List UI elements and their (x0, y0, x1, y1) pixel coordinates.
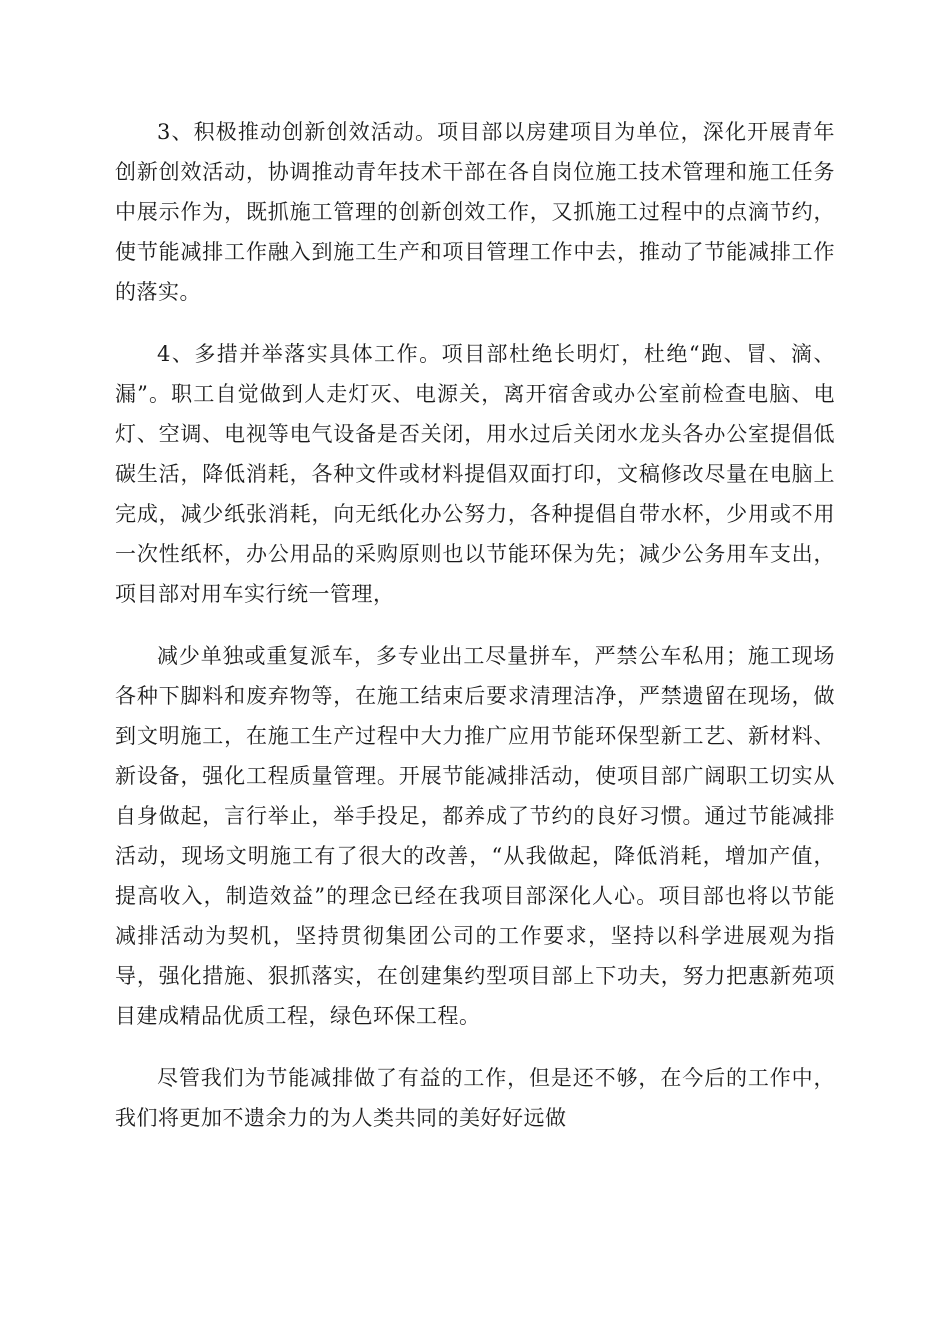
paragraph-item-3: 3、积极推动创新创效活动。项目部以房建项目为单位，深化开展青年创新创效活动，协调推动青年技术干部在各自岗位施工技术管理和施工任务中展示作为，既抓施工管理的创新创效工作，又抓施工过程中的点滴节约，使节能减排工作融入到施工生产和项目管理工作中去，推动了节能减排工作的落实。 (115, 120, 835, 304)
paragraph-closing: 尽管我们为节能减排做了有益的工作，但是还不够，在今后的工作中，我们将更加不遗余力的为人类共同的美好好远做 (115, 1066, 835, 1130)
paragraph-continuation: 减少单独或重复派车，多专业出工尽量拼车，严禁公车私用；施工现场各种下脚料和废弃物等，在施工结束后要求清理洁净，严禁遗留在现场，做到文明施工，在施工生产过程中大力推广应用节能环保型新工艺、新材料、新设备，强化工程质量管理。开展节能减排活动，使项目部广阔职工切实从自身做起，言行举止，举手投足，都养成了节约的良好习惯。通过节能减排活动，现场文明施工有了很大的改善，“从我做起，降低消耗，增加产值，提高收入，制造效益”的理念已经在我项目部深化人心。项目部也将以节能减排活动为契机，坚持贯彻集团公司的工作要求，坚持以科学进展观为指导，强化措施、狠抓落实，在创建集约型项目部上下功夫，努力把惠新苑项目建成精品优质工程，绿色环保工程。 (115, 644, 835, 1028)
paragraph-item-4: 4、多措并举落实具体工作。项目部杜绝长明灯，杜绝“跑、冒、滴、漏”。职工自觉做到人走灯灭、电源关，离开宿舍或办公室前检查电脑、电灯、空调、电视等电气设备是否关闭，用水过后关闭水龙头各办公室提倡低碳生活，降低消耗，各种文件或材料提倡双面打印，文稿修改尽量在电脑上完成，减少纸张消耗，向无纸化办公努力，各种提倡自带水杯，少用或不用一次性纸杯，办公用品的采购原则也以节能环保为先；减少公务用车支出，项目部对用车实行统一管理， (115, 342, 835, 606)
document-page (115, 112, 835, 1160)
